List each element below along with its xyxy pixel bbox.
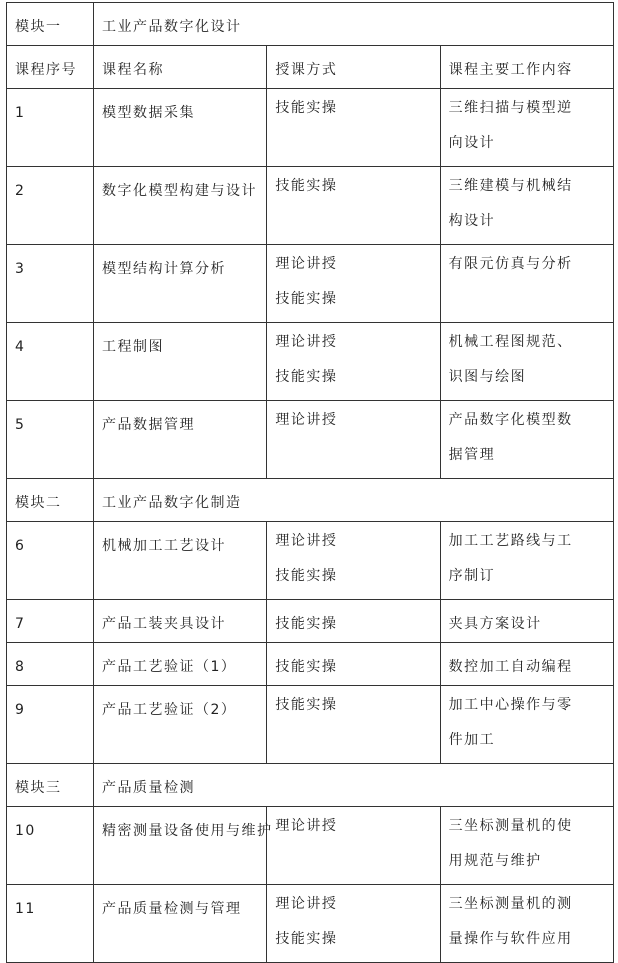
cell-content xyxy=(440,323,613,401)
cell-method xyxy=(267,89,440,167)
cell-index: 1 xyxy=(7,89,94,167)
method-line: 技能实操 xyxy=(275,100,338,116)
module-title: 工业产品数字化设计 xyxy=(94,3,614,46)
method-line: 技能实操 xyxy=(275,568,338,584)
course-table xyxy=(6,2,614,963)
cell-index: 8 xyxy=(7,643,94,686)
cell-index: 6 xyxy=(7,522,94,600)
method-line: 技能实操 xyxy=(275,931,338,947)
header-index: 课程序号 xyxy=(7,46,94,89)
content-line: 用规范与维护 xyxy=(448,853,542,869)
table-row xyxy=(7,167,614,245)
table-row xyxy=(7,600,614,643)
cell-name: 数字化模型构建与设计 xyxy=(94,167,267,245)
cell-index: 4 xyxy=(7,323,94,401)
method-line: 技能实操 xyxy=(275,697,338,713)
table-row xyxy=(7,401,614,479)
module-label: 模块二 xyxy=(7,479,94,522)
cell-method xyxy=(267,686,440,764)
table-row xyxy=(7,643,614,686)
method-line: 技能实操 xyxy=(275,291,338,307)
cell-name: 模型结构计算分析 xyxy=(94,245,267,323)
module-row xyxy=(7,764,614,807)
table-row xyxy=(7,807,614,885)
method-line: 理论讲授 xyxy=(275,412,338,428)
method-line: 理论讲授 xyxy=(275,256,338,272)
method-line: 技能实操 xyxy=(275,369,338,385)
content-line: 三坐标测量机的测 xyxy=(448,896,573,912)
content-line: 据管理 xyxy=(448,447,496,463)
content-line: 加工工艺路线与工 xyxy=(448,533,573,549)
content-line: 识图与绘图 xyxy=(448,369,527,385)
module-row xyxy=(7,3,614,46)
cell-name: 产品工艺验证（1） xyxy=(94,643,267,686)
cell-name: 工程制图 xyxy=(94,323,267,401)
cell-index: 10 xyxy=(7,807,94,885)
cell-content: 数控加工自动编程 xyxy=(440,643,613,686)
cell-index: 11 xyxy=(7,885,94,963)
module-title: 产品质量检测 xyxy=(94,764,614,807)
method-line: 理论讲授 xyxy=(275,896,338,912)
cell-content xyxy=(440,167,613,245)
cell-method xyxy=(267,323,440,401)
cell-content xyxy=(440,686,613,764)
content-line: 构设计 xyxy=(448,213,496,229)
table-row xyxy=(7,323,614,401)
cell-content xyxy=(440,89,613,167)
content-line: 机械工程图规范、 xyxy=(448,334,573,350)
cell-index: 9 xyxy=(7,686,94,764)
cell-index: 2 xyxy=(7,167,94,245)
content-line: 三维扫描与模型逆 xyxy=(448,100,573,116)
content-line: 三坐标测量机的使 xyxy=(448,818,573,834)
cell-name: 产品工艺验证（2） xyxy=(94,686,267,764)
table-row xyxy=(7,686,614,764)
content-line: 序制订 xyxy=(448,568,496,584)
cell-method: 技能实操 xyxy=(267,643,440,686)
module-label: 模块一 xyxy=(7,3,94,46)
cell-name: 产品数据管理 xyxy=(94,401,267,479)
content-line: 产品数字化模型数 xyxy=(448,412,573,428)
module-label: 模块三 xyxy=(7,764,94,807)
cell-method xyxy=(267,522,440,600)
cell-name: 模型数据采集 xyxy=(94,89,267,167)
cell-name: 精密测量设备使用与维护 xyxy=(94,807,267,885)
cell-content xyxy=(440,807,613,885)
cell-name: 产品工装夹具设计 xyxy=(94,600,267,643)
table-row xyxy=(7,89,614,167)
cell-name: 产品质量检测与管理 xyxy=(94,885,267,963)
cell-method xyxy=(267,245,440,323)
cell-index: 7 xyxy=(7,600,94,643)
cell-method xyxy=(267,807,440,885)
method-line: 理论讲授 xyxy=(275,818,338,834)
method-line: 理论讲授 xyxy=(275,533,338,549)
cell-method: 技能实操 xyxy=(267,600,440,643)
method-line: 技能实操 xyxy=(275,178,338,194)
table-row xyxy=(7,885,614,963)
module-row xyxy=(7,479,614,522)
content-line: 三维建模与机械结 xyxy=(448,178,573,194)
cell-content xyxy=(440,401,613,479)
table-row xyxy=(7,245,614,323)
cell-content xyxy=(440,885,613,963)
header-content: 课程主要工作内容 xyxy=(440,46,613,89)
table-header-row xyxy=(7,46,614,89)
cell-content: 夹具方案设计 xyxy=(440,600,613,643)
cell-name: 机械加工工艺设计 xyxy=(94,522,267,600)
content-line: 有限元仿真与分析 xyxy=(448,256,573,272)
content-line: 量操作与软件应用 xyxy=(448,931,573,947)
cell-index: 3 xyxy=(7,245,94,323)
header-method: 授课方式 xyxy=(267,46,440,89)
cell-method xyxy=(267,401,440,479)
content-line: 件加工 xyxy=(448,732,496,748)
table-row xyxy=(7,522,614,600)
cell-index: 5 xyxy=(7,401,94,479)
cell-method xyxy=(267,167,440,245)
content-line: 向设计 xyxy=(448,135,496,151)
module-title: 工业产品数字化制造 xyxy=(94,479,614,522)
cell-content xyxy=(440,522,613,600)
method-line: 理论讲授 xyxy=(275,334,338,350)
cell-content xyxy=(440,245,613,323)
cell-method xyxy=(267,885,440,963)
header-name: 课程名称 xyxy=(94,46,267,89)
content-line: 加工中心操作与零 xyxy=(448,697,573,713)
